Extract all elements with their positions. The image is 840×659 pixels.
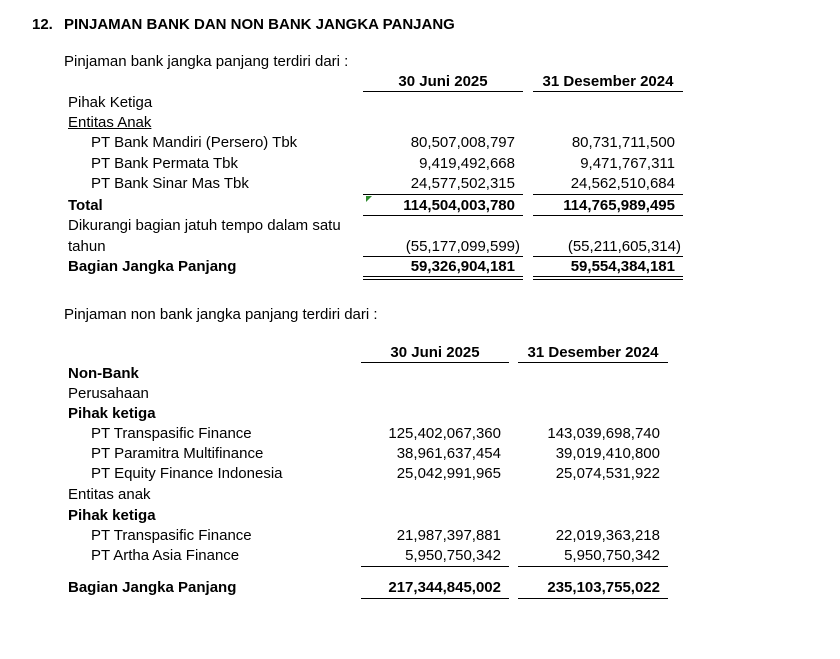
nonbank-row-name: PT Paramitra Multifinance	[91, 445, 264, 462]
nonbank-longterm-2024: 235,103,755,022	[547, 579, 660, 596]
bank-row-value-2025: 24,577,502,315	[410, 175, 515, 192]
nonbank-label: Non-Bank	[68, 365, 139, 382]
nonbank-row-name: PT Artha Asia Finance	[91, 547, 240, 564]
bank-total-2025: 114,504,003,780	[403, 197, 515, 214]
bank-total-rule-2025	[363, 215, 523, 216]
bank-double-rule-bottom-2025	[363, 279, 523, 280]
bank-row-name: PT Bank Mandiri (Persero) Tbk	[91, 134, 298, 151]
section-title: PINJAMAN BANK DAN NON BANK JANGKA PANJANG	[64, 16, 455, 33]
nonbank-longterm-label: Bagian Jangka Panjang	[68, 579, 237, 596]
nonbank-total-rule-2024	[518, 598, 668, 599]
nonbank-party-label: Pihak ketiga	[68, 507, 156, 524]
bank-current-2025: (55,177,099,599)	[405, 238, 520, 255]
nonbank-row-value-2025: 5,950,750,342	[405, 547, 501, 564]
bank-row-name: PT Bank Permata Tbk	[91, 155, 239, 172]
bank-longterm-2024: 59,554,384,181	[570, 258, 675, 275]
bank-longterm-label: Bagian Jangka Panjang	[68, 258, 237, 275]
bank-row-value-2025: 80,507,008,797	[410, 134, 515, 151]
nonbank-row-value-2025: 38,961,637,454	[396, 445, 501, 462]
bank-row-value-2024: 9,471,767,311	[580, 155, 675, 172]
nonbank-row-name: PT Transpasific Finance	[91, 425, 252, 442]
bank-double-rule-top-2024	[533, 276, 683, 277]
nonbank-company-label: Perusahaan	[68, 385, 149, 402]
section-number: 12.	[32, 16, 53, 33]
nonbank-row-name: PT Equity Finance Indonesia	[91, 465, 283, 482]
bank-subsidiary-label: Entitas Anak	[68, 114, 152, 131]
nonbank-row-value-2024: 5,950,750,342	[564, 547, 660, 564]
nonbank-subsidiary-label: Entitas anak	[68, 486, 151, 503]
bank-col2-header-underline	[533, 91, 683, 92]
nonbank-subtotal-rule-2025	[361, 566, 509, 567]
bank-double-rule-top-2025	[363, 276, 523, 277]
nonbank-row-value-2025: 125,402,067,360	[388, 425, 501, 442]
nonbank-row-value-2024: 25,074,531,922	[555, 465, 660, 482]
bank-row-name: PT Bank Sinar Mas Tbk	[91, 175, 249, 192]
nonbank-longterm-2025: 217,344,845,002	[388, 579, 501, 596]
nonbank-col2-header-underline	[518, 362, 668, 363]
nonbank-row-name: PT Transpasific Finance	[91, 527, 252, 544]
bank-current-label-line2: tahun	[68, 238, 106, 255]
nonbank-row-value-2024: 143,039,698,740	[547, 425, 660, 442]
nonbank-total-rule-2025	[361, 598, 509, 599]
bank-current-rule-2024	[533, 256, 683, 257]
bank-current-rule-2025	[363, 256, 523, 257]
bank-intro: Pinjaman bank jangka panjang terdiri dari :	[64, 53, 349, 70]
bank-current-label-line1: Dikurangi bagian jatuh tempo dalam satu	[68, 217, 341, 234]
nonbank-intro: Pinjaman non bank jangka panjang terdiri dari :	[64, 306, 378, 323]
bank-col2-header: 31 Desember 2024	[542, 73, 674, 90]
bank-total-2024: 114,765,989,495	[563, 197, 675, 214]
bank-subtotal-rule-2024	[533, 194, 683, 195]
bank-longterm-2025: 59,326,904,181	[410, 258, 515, 275]
nonbank-col2-header: 31 Desember 2024	[527, 344, 659, 361]
nonbank-col1-header: 30 Juni 2025	[390, 344, 480, 361]
nonbank-col1-header-underline	[361, 362, 509, 363]
nonbank-row-value-2024: 22,019,363,218	[555, 527, 660, 544]
nonbank-row-value-2024: 39,019,410,800	[555, 445, 660, 462]
nonbank-row-value-2025: 21,987,397,881	[396, 527, 501, 544]
bank-double-rule-bottom-2024	[533, 279, 683, 280]
nonbank-subtotal-rule-2024	[518, 566, 668, 567]
bank-total-label: Total	[68, 197, 103, 214]
bank-col1-header: 30 Juni 2025	[398, 73, 488, 90]
bank-total-rule-2024	[533, 215, 683, 216]
nonbank-row-value-2025: 25,042,991,965	[396, 465, 501, 482]
bank-current-2024: (55,211,605,314)	[567, 238, 681, 255]
bank-subtotal-rule-2025	[363, 194, 523, 195]
bank-row-value-2024: 24,562,510,684	[570, 175, 675, 192]
nonbank-party-label: Pihak ketiga	[68, 405, 156, 422]
bank-row-value-2025: 9,419,492,668	[419, 155, 515, 172]
bank-party-label: Pihak Ketiga	[68, 94, 153, 111]
bank-col1-header-underline	[363, 91, 523, 92]
bank-row-value-2024: 80,731,711,500	[571, 134, 675, 151]
